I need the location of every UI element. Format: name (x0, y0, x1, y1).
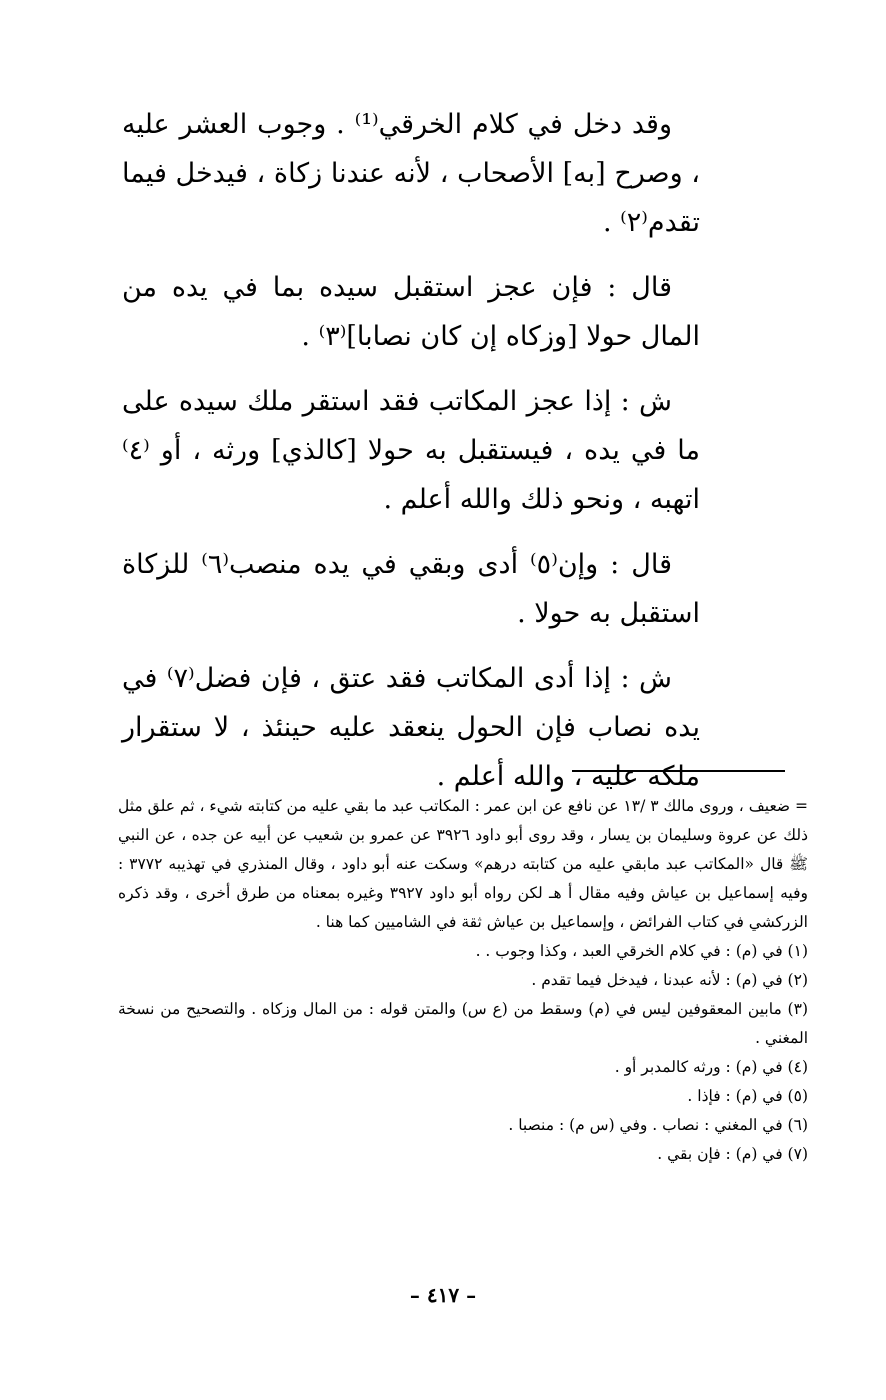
footnote-separator (572, 770, 785, 772)
footnote-item: (٧) في (م) : فإن بقي . (657, 1145, 808, 1163)
footnote-item: (٢) في (م) : لأنه عبدنا ، فيدخل فيما تقدم . (531, 971, 808, 989)
footnote-item: (١) في (م) : في كلام الخرقي العبد ، وكذا وجوب . . (475, 942, 808, 960)
page-number: – ٤١٧ – (409, 1283, 477, 1307)
body-paragraph: ش : إذا عجز المكاتب فقد استقر ملك سيده على ما في يده ، فيستقبل به حولا [كالذي] ورثه ، أو ⁽٤⁾ اتهبه ، ونحو ذلك والله أعلم . (122, 386, 700, 515)
footnote-item: (٣) مابين المعقوفين ليس في (م) وسقط من (ع س) والمتن قوله : من المال وزكاه . والتصحيح من نسخة المغني . (118, 1000, 808, 1047)
footnote-item: (٦) في المغني : نصاب . وفي (س م) : منصبا . (508, 1116, 808, 1134)
body-paragraph: ش : إذا أدى المكاتب فقد عتق ، فإن فضل⁽٧⁾ في يده نصاب فإن الحول ينعقد عليه حينئذ ، لا ستقرار ملكه عليه ، والله أعلم . (122, 663, 700, 792)
body-paragraph: قال : فإن عجز استقبل سيده بما في يده من المال حولا [وزكاه إن كان نصابا]⁽٣⁾ . (122, 272, 700, 352)
body-paragraph: قال : وإن⁽٥⁾ أدى وبقي في يده منصب⁽٦⁾ للزكاة استقبل به حولا . (122, 549, 700, 629)
footnotes (118, 792, 808, 1169)
footnote-item: (٥) في (م) : فإذا . (687, 1087, 808, 1105)
body-paragraph: وقد دخل في كلام الخرقي⁽¹⁾ . وجوب العشر عليه ، وصرح [به] الأصحاب ، لأنه عندنا زكاة ، فيدخل فيما تقدم⁽٢⁾ . (122, 109, 700, 238)
main-text (122, 100, 700, 801)
footnote-item: (٤) في (م) : ورثه كالمدبر أو . (614, 1058, 808, 1076)
footnote-continuation: = ضعيف ، وروى مالك ٣ /١٣ عن نافع عن ابن عمر : المكاتب عبد ما بقي عليه من كتابته شيء ، ثم علق مثل ذلك عن عروة وسليمان بن يسار ، وقد روى أبو داود ٣٩٢٦ عن عمرو بن شعيب عن أبيه عن جده ، عن النبي ﷺ قال «المكاتب عبد مابقي عليه من كتابته درهم» وسكت عنه أبو داود ، وقال المنذري في تهذيبه ٣٧٧٢ : وفيه إسماعيل بن عياش وفيه مقال أ هـ لكن رواه أبو داود ٣٩٢٧ وغيره بمعناه من طرق أخرى ، وقد ذكره الزركشي في كتاب الفرائض ، وإسماعيل بن عياش ثقة في الشاميين كما هنا . (118, 797, 809, 931)
